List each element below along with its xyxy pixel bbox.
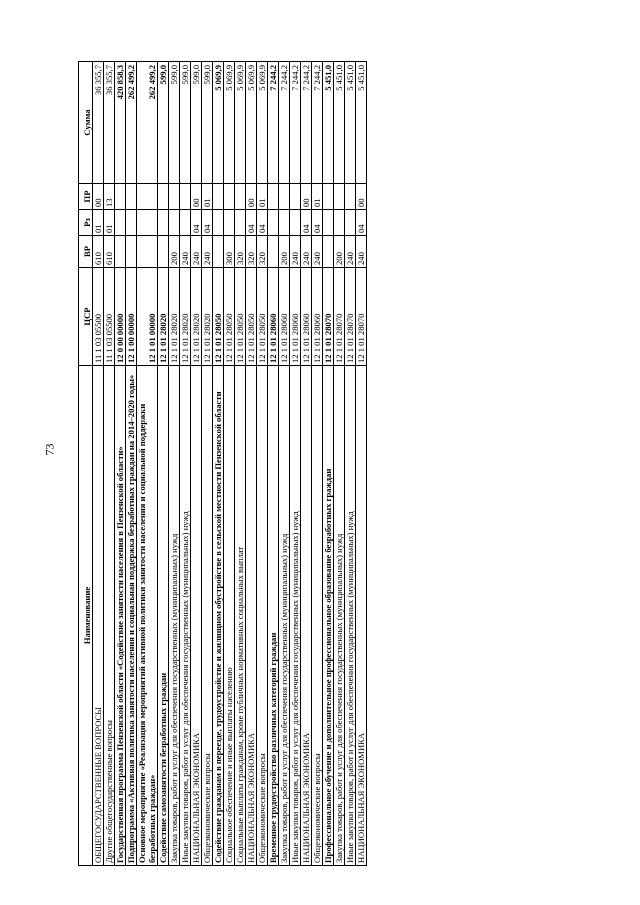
cell-name: НАЦИОНАЛЬНАЯ ЭКОНОМИКА [191, 366, 202, 866]
cell-sum: 36 355,7 [93, 62, 104, 184]
table-row [104, 62, 115, 866]
cell-name: Содействие гражданам в переезде, трудоустройстве и жилищном обустройстве в сельской местности Пензенской области [213, 366, 224, 866]
cell-rz: 04 [301, 210, 312, 236]
cell-vr: 320 [235, 236, 246, 268]
table-row [301, 62, 312, 866]
cell-rz [334, 210, 345, 236]
cell-name: НАЦИОНАЛЬНАЯ ЭКОНОМИКА [356, 366, 367, 866]
cell-vr: 610 [104, 236, 115, 268]
cell-rz [213, 210, 224, 236]
cell-pr [126, 184, 137, 210]
cell-name: Основное мероприятие «Реализация мероприятий активной политики занятости населения и социальной поддержки безработных граждан» [137, 366, 158, 866]
cell-name: Общеэкономические вопросы [202, 366, 213, 866]
cell-sum: 7 244,2 [279, 62, 290, 184]
cell-sum: 7 244,2 [312, 62, 323, 184]
cell-pr: 13 [104, 184, 115, 210]
cell-pr [169, 184, 180, 210]
cell-rz [126, 210, 137, 236]
cell-pr [279, 184, 290, 210]
table-row [213, 62, 224, 866]
cell-csr: 12 1 01 00000 [137, 268, 158, 366]
cell-name: НАЦИОНАЛЬНАЯ ЭКОНОМИКА [301, 366, 312, 866]
cell-pr: 00 [246, 184, 257, 210]
cell-pr [268, 184, 279, 210]
cell-name: Общеэкономические вопросы [312, 366, 323, 866]
cell-rz: 04 [312, 210, 323, 236]
cell-vr: 200 [169, 236, 180, 268]
cell-vr [323, 236, 334, 268]
cell-rz: 04 [191, 210, 202, 236]
cell-rz [323, 210, 334, 236]
cell-pr: 00 [356, 184, 367, 210]
table-row [246, 62, 257, 866]
cell-pr: 01 [312, 184, 323, 210]
cell-sum: 5 451,0 [323, 62, 334, 184]
cell-rz [268, 210, 279, 236]
cell-rz [180, 210, 191, 236]
header-vr: ВР [79, 236, 93, 268]
cell-csr: 12 1 01 28050 [224, 268, 235, 366]
cell-csr: 12 1 01 28070 [334, 268, 345, 366]
cell-rz: 01 [93, 210, 104, 236]
table-row [312, 62, 323, 866]
cell-pr [213, 184, 224, 210]
cell-name: Социальные выплаты гражданам, кроме публичных нормативных социальных выплат [235, 366, 246, 866]
cell-vr: 320 [257, 236, 268, 268]
cell-rz [279, 210, 290, 236]
cell-vr [126, 236, 137, 268]
cell-sum: 7 244,2 [290, 62, 301, 184]
cell-rz: 04 [257, 210, 268, 236]
page-number: 73 [42, 443, 57, 456]
cell-sum: 599,0 [191, 62, 202, 184]
cell-vr: 240 [301, 236, 312, 268]
cell-rz [158, 210, 169, 236]
cell-sum: 5 451,0 [334, 62, 345, 184]
cell-vr [268, 236, 279, 268]
cell-sum: 5 069,9 [257, 62, 268, 184]
cell-name: Закупка товаров, работ и услуг для обеспечения государственных (муниципальных) нужд [334, 366, 345, 866]
table-row [257, 62, 268, 866]
cell-vr: 320 [246, 236, 257, 268]
cell-name: Иные закупки товаров, работ и услуг для обеспечения государственных (муниципальных) нужд [345, 366, 356, 866]
cell-pr [345, 184, 356, 210]
cell-name: Общеэкономические вопросы [257, 366, 268, 866]
table-row [115, 62, 126, 866]
cell-csr: 12 1 01 28070 [323, 268, 334, 366]
table-row [268, 62, 279, 866]
header-sum: Сумма [79, 62, 93, 184]
cell-vr: 200 [279, 236, 290, 268]
cell-pr: 01 [202, 184, 213, 210]
cell-vr [158, 236, 169, 268]
cell-sum: 5 069,9 [235, 62, 246, 184]
table-row [235, 62, 246, 866]
cell-rz [345, 210, 356, 236]
cell-name: Подпрограмма «Активная политика занятости населения и социальная поддержка безработных граждан на 2014–2020 годы» [126, 366, 137, 866]
cell-name: Государственная программа Пензенской области «Содействие занятости населения в Пензенской области» [115, 366, 126, 866]
table-row [290, 62, 301, 866]
cell-name: ОБЩЕГОСУДАРСТВЕННЫЕ ВОПРОСЫ [93, 366, 104, 866]
cell-rz: 04 [246, 210, 257, 236]
cell-vr: 300 [224, 236, 235, 268]
cell-pr: 00 [93, 184, 104, 210]
cell-sum: 262 499,2 [137, 62, 158, 184]
cell-csr: 12 0 00 00000 [115, 268, 126, 366]
cell-rz: 04 [202, 210, 213, 236]
cell-name: Закупка товаров, работ и услуг для обеспечения государственных (муниципальных) нужд [279, 366, 290, 866]
cell-rz [169, 210, 180, 236]
cell-vr: 240 [312, 236, 323, 268]
cell-rz: 04 [356, 210, 367, 236]
cell-pr: 01 [257, 184, 268, 210]
table-row [126, 62, 137, 866]
table-row [137, 62, 158, 866]
cell-rz [235, 210, 246, 236]
header-pr: ПР [79, 184, 93, 210]
cell-vr [213, 236, 224, 268]
table-row [345, 62, 356, 866]
cell-sum: 5 069,9 [246, 62, 257, 184]
table-row [191, 62, 202, 866]
table-row [169, 62, 180, 866]
cell-sum: 599,0 [202, 62, 213, 184]
cell-pr [180, 184, 191, 210]
cell-vr: 240 [290, 236, 301, 268]
cell-sum: 5 451,0 [345, 62, 356, 184]
cell-rz [115, 210, 126, 236]
cell-csr: 12 1 01 28060 [279, 268, 290, 366]
cell-sum: 420 858,3 [115, 62, 126, 184]
cell-name: Иные закупки товаров, работ и услуг для обеспечения государственных (муниципальных) нужд [290, 366, 301, 866]
cell-csr: 11 1 03 05500 [104, 268, 115, 366]
cell-pr [235, 184, 246, 210]
table-row [323, 62, 334, 866]
cell-csr: 11 1 03 05500 [93, 268, 104, 366]
cell-rz: 01 [104, 210, 115, 236]
cell-csr: 12 1 01 28020 [158, 268, 169, 366]
cell-pr: 00 [301, 184, 312, 210]
table-row [356, 62, 367, 866]
cell-vr [137, 236, 158, 268]
cell-vr: 200 [334, 236, 345, 268]
cell-sum: 36 355,7 [104, 62, 115, 184]
cell-pr [137, 184, 158, 210]
header-csr: ЦСР [79, 268, 93, 366]
cell-csr: 12 1 01 28050 [246, 268, 257, 366]
cell-vr: 240 [345, 236, 356, 268]
cell-name: Содействие самозанятости безработных граждан [158, 366, 169, 866]
cell-csr: 12 1 01 28050 [257, 268, 268, 366]
cell-name: Закупка товаров, работ и услуг для обеспечения государственных (муниципальных) нужд [169, 366, 180, 866]
cell-sum: 5 069,9 [224, 62, 235, 184]
cell-sum: 599,0 [169, 62, 180, 184]
cell-csr: 12 1 01 28050 [213, 268, 224, 366]
cell-csr: 12 1 01 28060 [301, 268, 312, 366]
cell-name: НАЦИОНАЛЬНАЯ ЭКОНОМИКА [246, 366, 257, 866]
cell-name: Временное трудоустройство различных категорий граждан [268, 366, 279, 866]
cell-vr: 240 [191, 236, 202, 268]
cell-csr: 12 1 01 28060 [290, 268, 301, 366]
cell-csr: 12 1 01 28020 [191, 268, 202, 366]
cell-sum: 262 499,2 [126, 62, 137, 184]
cell-vr [115, 236, 126, 268]
cell-rz [137, 210, 158, 236]
cell-pr [224, 184, 235, 210]
cell-name: Профессиональное обучение и дополнительное профессиональное образование безработных граждан [323, 366, 334, 866]
cell-name: Социальное обеспечение и иные выплаты населению [224, 366, 235, 866]
cell-csr: 12 1 01 28020 [202, 268, 213, 366]
cell-rz [290, 210, 301, 236]
cell-vr: 240 [202, 236, 213, 268]
cell-pr [158, 184, 169, 210]
cell-pr [334, 184, 345, 210]
cell-name: Иные закупки товаров, работ и услуг для обеспечения государственных (муниципальных) нужд [180, 366, 191, 866]
cell-sum: 599,0 [158, 62, 169, 184]
cell-sum: 5 069,9 [213, 62, 224, 184]
cell-csr: 12 1 01 28050 [235, 268, 246, 366]
cell-csr: 12 1 01 28060 [312, 268, 323, 366]
cell-csr: 12 1 01 28020 [180, 268, 191, 366]
table-body [93, 62, 367, 866]
header-rz: Рз [79, 210, 93, 236]
cell-vr: 240 [356, 236, 367, 268]
cell-pr [115, 184, 126, 210]
table-row [93, 62, 104, 866]
table-row [334, 62, 345, 866]
cell-pr: 00 [191, 184, 202, 210]
table-row [279, 62, 290, 866]
cell-rz [224, 210, 235, 236]
header-name: Наименование [79, 366, 93, 866]
table-header-row [79, 62, 93, 866]
cell-vr: 240 [180, 236, 191, 268]
cell-sum: 7 244,2 [301, 62, 312, 184]
cell-csr: 12 1 01 28020 [169, 268, 180, 366]
cell-csr: 12 1 01 28070 [356, 268, 367, 366]
cell-sum: 7 244,2 [268, 62, 279, 184]
cell-csr: 12 1 01 28070 [345, 268, 356, 366]
table-row [202, 62, 213, 866]
table-row [158, 62, 169, 866]
cell-vr: 610 [93, 236, 104, 268]
cell-name: Другие общегосударственные вопросы [104, 366, 115, 866]
cell-pr [290, 184, 301, 210]
budget-table [78, 61, 367, 866]
cell-pr [323, 184, 334, 210]
budget-table-container [78, 62, 572, 866]
cell-csr: 12 1 01 28060 [268, 268, 279, 366]
table-row [224, 62, 235, 866]
table-row [180, 62, 191, 866]
cell-csr: 12 1 00 00000 [126, 268, 137, 366]
cell-sum: 599,0 [180, 62, 191, 184]
cell-sum: 5 451,0 [356, 62, 367, 184]
